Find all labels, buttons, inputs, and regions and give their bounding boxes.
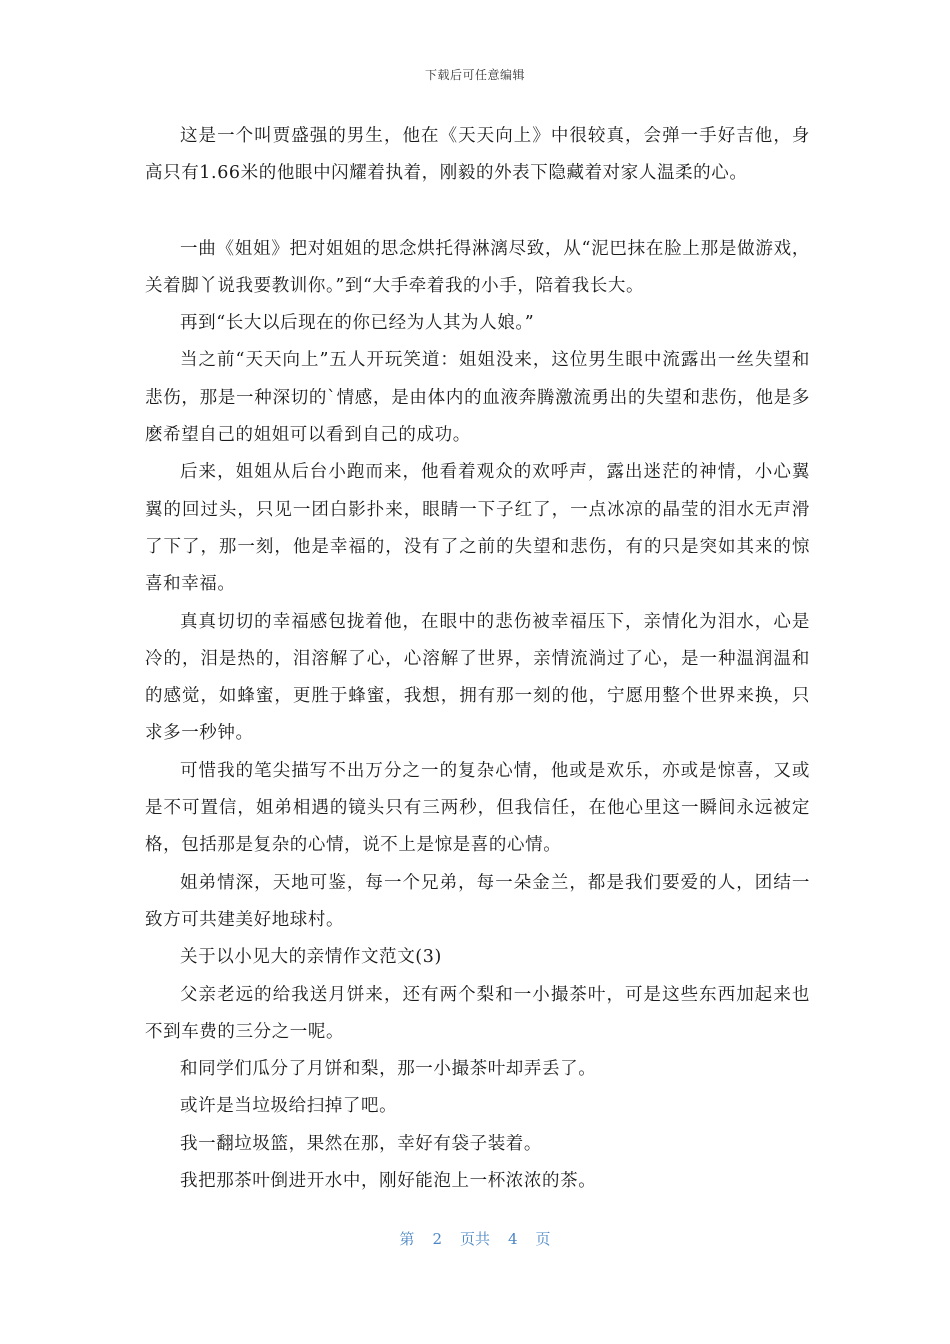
footer-middle: 页共 <box>459 1230 490 1248</box>
page-footer <box>0 1228 950 1249</box>
current-page-number: 2 <box>432 1230 442 1248</box>
paragraph: 这是一个叫贾盛强的男生，他在《天天向上》中很较真，会弹一手好吉他，身高只有1.66米的他眼中闪耀着执着，刚毅的外表下隐藏着对家人温柔的心。 <box>145 126 810 184</box>
page-header: 下载后可任意编辑 <box>424 68 525 82</box>
paragraph: 我一翻垃圾篮，果然在那，幸好有袋子装着。 <box>180 1133 542 1154</box>
footer-suffix: 页 <box>535 1230 551 1248</box>
paragraph: 我把那茶叶倒进开水中，刚好能泡上一杯浓浓的茶。 <box>180 1171 597 1192</box>
footer-prefix: 第 <box>399 1230 415 1248</box>
document-body <box>145 118 810 1200</box>
total-pages-number: 4 <box>508 1230 518 1248</box>
paragraph: 一曲《姐姐》把对姐姐的思念烘托得淋漓尽致，从“泥巴抹在脸上那是做游戏，关着脚丫说我要教训你。”到“大手牵着我的小手，陪着我长大。 <box>145 238 810 296</box>
paragraph: 可惜我的笔尖描写不出万分之一的复杂心情，他或是欢乐，亦或是惊喜，又或是不可置信，姐弟相遇的镜头只有三两秒，但我信任，在他心里这一瞬间永远被定格，包括那是复杂的心情，说不上是惊是喜的心情。 <box>145 760 810 856</box>
paragraph: 姐弟情深，天地可鉴，每一个兄弟，每一朵金兰，都是我们要爱的人，团结一致方可共建美好地球村。 <box>145 872 810 930</box>
paragraph: 当之前“天天向上”五人开玩笑道：姐姐没来，这位男生眼中流露出一丝失望和悲伤，那是一种深切的`情感，是由体内的血液奔腾激流勇出的失望和悲伤，他是多麽希望自己的姐姐可以看到自己的成功。 <box>145 350 810 446</box>
paragraph: 或许是当垃圾给扫掉了吧。 <box>180 1096 398 1117</box>
paragraph: 后来，姐姐从后台小跑而来，他看着观众的欢呼声，露出迷茫的神情，小心翼翼的回过头，只见一团白影扑来，眼睛一下子红了，一点冰凉的晶莹的泪水无声滑了下了，那一刻，他是幸福的，没有了之前的失望和悲伤，有的只是突如其来的惊喜和幸福。 <box>145 462 810 595</box>
paragraph: 真真切切的幸福感包拢着他，在眼中的悲伤被幸福压下，亲情化为泪水，心是冷的，泪是热的，泪溶解了心，心溶解了世界，亲情流淌过了心，是一种温润温和的感觉，如蜂蜜，更胜于蜂蜜，我想，拥有那一刻的他，宁愿用整个世界来换，只求多一秒钟。 <box>145 611 810 744</box>
paragraph: 再到“长大以后现在的你已经为人其为人娘。” <box>180 313 535 334</box>
paragraph: 和同学们瓜分了月饼和梨，那一小撮茶叶却弄丢了。 <box>180 1059 597 1080</box>
paragraph: 父亲老远的给我送月饼来，还有两个梨和一小撮茶叶，可是这些东西加起来也不到车费的三分之一呢。 <box>145 984 810 1042</box>
section-heading: 关于以小见大的亲情作文范文(3) <box>180 947 442 968</box>
